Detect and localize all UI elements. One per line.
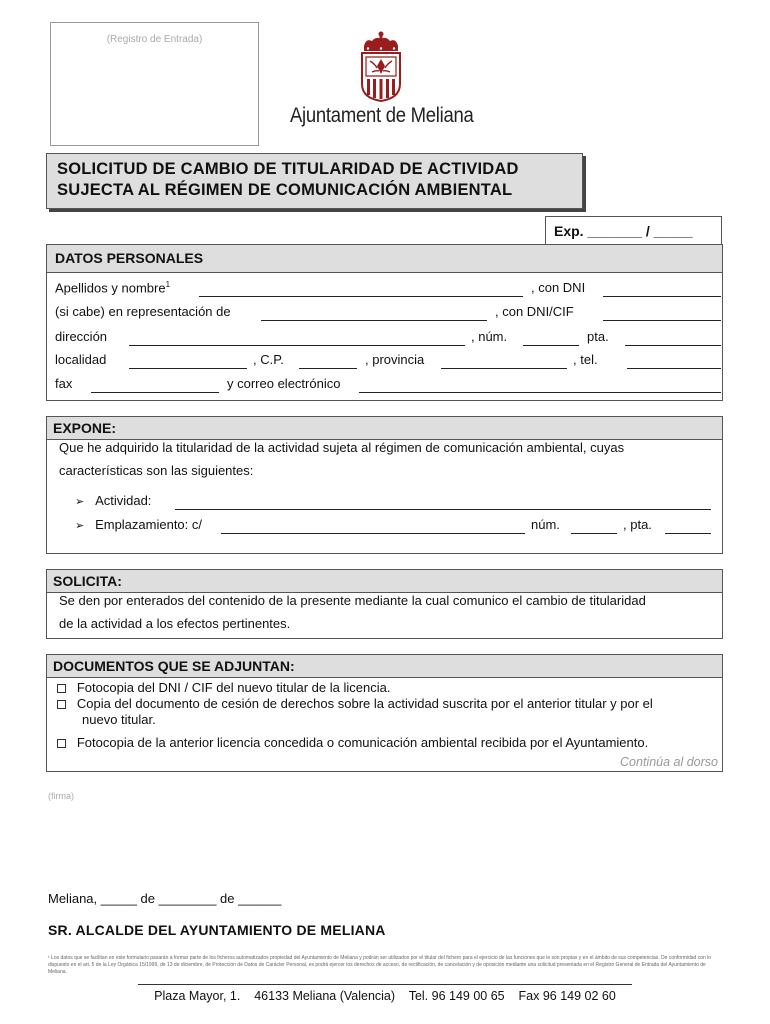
- crest-icon: [358, 30, 404, 102]
- emplazamiento-pta-input[interactable]: [665, 533, 711, 534]
- solicita-heading: SOLICITA:: [47, 570, 722, 593]
- emplazamiento-num-label: núm.: [531, 517, 560, 532]
- num-label: , núm.: [471, 329, 508, 344]
- title-line-1: SOLICITUD DE CAMBIO DE TITULARIDAD DE ACTIVIDAD: [57, 160, 519, 178]
- dni-cif-input[interactable]: [603, 320, 721, 321]
- continua-al-dorso: Continúa al dorso: [620, 755, 718, 769]
- con-dni-label: , con DNI: [531, 280, 586, 295]
- fecha-line[interactable]: Meliana, _____ de ________ de ______: [48, 891, 282, 906]
- actividad-label: ➢ Actividad:: [75, 493, 152, 508]
- registro-box: [50, 22, 259, 146]
- registro-label: (Registro de Entrada): [106, 34, 203, 45]
- solicita-section: [46, 569, 723, 639]
- solicita-line-2: de la actividad a los efectos pertinentes.: [59, 616, 291, 631]
- checkbox-icon[interactable]: [57, 700, 66, 709]
- num-input[interactable]: [523, 345, 579, 346]
- checkbox-icon[interactable]: [57, 739, 66, 748]
- pta-input[interactable]: [625, 345, 721, 346]
- con-dni-cif-label: , con DNI/CIF: [495, 304, 574, 319]
- expone-line-2: características son las siguientes:: [59, 463, 254, 478]
- firma-label: (firma): [48, 791, 74, 801]
- cp-input[interactable]: [299, 368, 357, 369]
- correo-input[interactable]: [359, 392, 721, 393]
- pta-label: pta.: [587, 329, 609, 344]
- datos-personales-section: [46, 244, 723, 401]
- expone-heading: EXPONE:: [47, 417, 722, 440]
- direccion-label: dirección: [55, 329, 108, 344]
- solicita-line-1: Se den por enterados del contenido de la presente mediante la cual comunico el cambio de titularidad: [59, 593, 646, 608]
- provincia-input[interactable]: [441, 368, 567, 369]
- doc-item-2[interactable]: Copia del documento de cesión de derechos sobre la actividad suscrita por el anterior titular y por el: [57, 696, 653, 711]
- direccion-input[interactable]: [129, 345, 465, 346]
- title-line-2: SUJECTA AL RÉGIMEN DE COMUNICACIÓN AMBIENTAL: [57, 181, 513, 199]
- doc-item-1[interactable]: Fotocopia del DNI / CIF del nuevo titular de la licencia.: [57, 680, 390, 695]
- datos-heading: DATOS PERSONALES: [47, 245, 722, 273]
- documentos-section: [46, 654, 723, 772]
- cp-label: , C.P.: [253, 352, 284, 367]
- emplazamiento-num-input[interactable]: [571, 533, 617, 534]
- actividad-input[interactable]: [175, 509, 711, 510]
- fax-label: fax: [55, 376, 73, 391]
- tel-input[interactable]: [627, 368, 721, 369]
- representacion-label: (si cabe) en representación de: [55, 304, 231, 319]
- emplazamiento-pta-label: , pta.: [623, 517, 652, 532]
- expone-line-1: Que he adquirido la titularidad de la actividad sujeta al régimen de comunicación ambiental, cuyas: [59, 440, 625, 455]
- tel-label: , tel.: [573, 352, 598, 367]
- form-title: [46, 153, 583, 209]
- apellidos-input[interactable]: [199, 296, 523, 297]
- emplazamiento-input[interactable]: [221, 533, 525, 534]
- doc-item-2-cont: nuevo titular.: [82, 712, 156, 727]
- address-footer: Plaza Mayor, 1. 46133 Meliana (Valencia) Tel. 96 149 00 65 Fax 96 149 02 60: [138, 984, 632, 1003]
- apellidos-label: Apellidos y nombre$^1$: [55, 280, 171, 296]
- alcalde-heading: SR. ALCALDE DEL AYUNTAMIENTO DE MELIANA: [48, 922, 386, 938]
- arrow-icon: ➢: [75, 496, 85, 508]
- localidad-label: localidad: [55, 352, 107, 367]
- dni-input[interactable]: [603, 296, 721, 297]
- checkbox-icon[interactable]: [57, 684, 66, 693]
- representacion-input[interactable]: [261, 320, 487, 321]
- documentos-heading: DOCUMENTOS QUE SE ADJUNTAN:: [47, 655, 722, 678]
- exp-field[interactable]: Exp. _______ / _____: [545, 216, 722, 244]
- emplazamiento-label: ➢ Emplazamiento: c/: [75, 517, 202, 532]
- localidad-input[interactable]: [129, 368, 247, 369]
- ajuntament-name: Ajuntament de Meliana: [290, 104, 474, 127]
- doc-item-3[interactable]: Fotocopia de la anterior licencia concedida o comunicación ambiental recibida por el Ayuntamiento.: [57, 735, 648, 750]
- fax-input[interactable]: [91, 392, 219, 393]
- provincia-label: , provincia: [365, 352, 425, 367]
- footnote-text: ¹ Los datos que se facilitan en este formulario pasarán a formar parte de los ficheros automatizados propiedad del Ayuntamiento de Meliana y podrán ser utilizados por el titular del fichero para el ejercicio de las funciones que le son propias y en el ámbito de sus competencias. De conformidad con lo dispuesto en el art. 5 de la Ley Orgánica 15/1999, de 13 de diciembre, de Protección de Datos de Carácter Personal, es podrá ejercer los derechos de acceso, de rectificación, de cancelación y de oposición mediante una solicitud presentada en el Registro General de Entrada del Ayuntamiento de Meliana.: [48, 955, 712, 975]
- correo-label: y correo electrónico: [227, 376, 341, 391]
- expone-section: [46, 416, 723, 554]
- arrow-icon: ➢: [75, 520, 85, 532]
